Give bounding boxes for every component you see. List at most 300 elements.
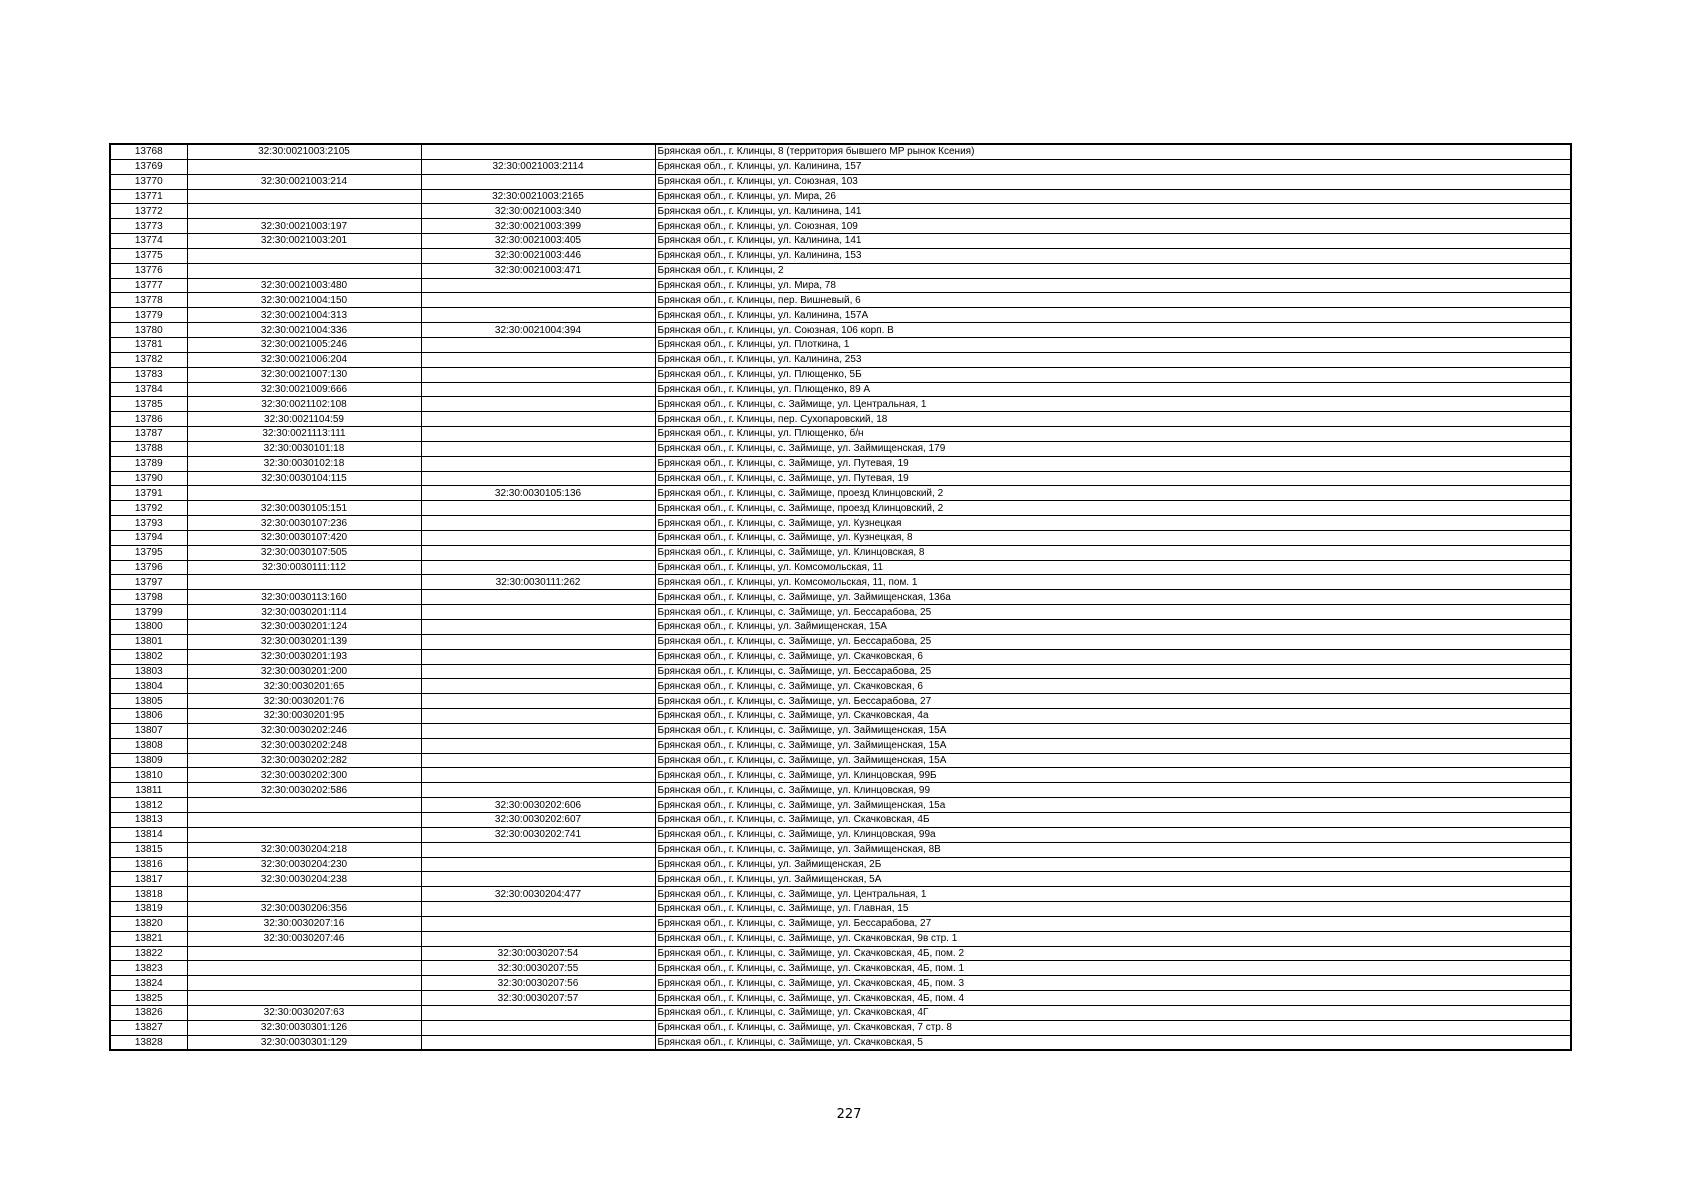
cadastral-number-cell: 32:30:0030201:193	[187, 649, 421, 664]
table-row	[110, 248, 1571, 263]
row-number-cell: 13794	[110, 530, 187, 545]
related-cadastral-number-cell	[421, 545, 655, 560]
table-row	[110, 441, 1571, 456]
page-number: 227	[836, 1107, 862, 1122]
row-number-cell: 13809	[110, 753, 187, 768]
address-cell: Брянская обл., г. Клинцы, ул. Союзная, 109	[655, 219, 1571, 234]
related-cadastral-number-cell: 32:30:0021003:2165	[421, 189, 655, 204]
related-cadastral-number-cell: 32:30:0030105:136	[421, 486, 655, 501]
cadastral-number-cell: 32:30:0021009:666	[187, 382, 421, 397]
address-cell: Брянская обл., г. Клинцы, ул. Калинина, 141	[655, 204, 1571, 219]
related-cadastral-number-cell: 32:30:0030202:741	[421, 827, 655, 842]
row-number-cell: 13808	[110, 738, 187, 753]
cadastral-number-cell: 32:30:0030202:586	[187, 783, 421, 798]
related-cadastral-number-cell: 32:30:0030207:57	[421, 991, 655, 1006]
table-row	[110, 738, 1571, 753]
address-cell: Брянская обл., г. Клинцы, с. Займище, ул. Займищенская, 15а	[655, 798, 1571, 813]
cadastral-number-cell: 32:30:0021003:2105	[187, 144, 421, 159]
row-number-cell: 13771	[110, 189, 187, 204]
row-number-cell: 13798	[110, 590, 187, 605]
address-cell: Брянская обл., г. Клинцы, пер. Вишневый, 6	[655, 293, 1571, 308]
address-cell: Брянская обл., г. Клинцы, с. Займище, ул. Клинцовская, 8	[655, 545, 1571, 560]
cadastral-number-cell: 32:30:0030301:126	[187, 1020, 421, 1035]
related-cadastral-number-cell	[421, 308, 655, 323]
row-number-cell: 13793	[110, 516, 187, 531]
cadastral-number-cell: 32:30:0030104:115	[187, 471, 421, 486]
related-cadastral-number-cell	[421, 427, 655, 442]
cadastral-number-cell: 32:30:0021007:130	[187, 367, 421, 382]
related-cadastral-number-cell	[421, 709, 655, 724]
table-row	[110, 798, 1571, 813]
address-cell: Брянская обл., г. Клинцы, с. Займище, ул. Путевая, 19	[655, 471, 1571, 486]
cadastral-number-cell: 32:30:0030113:160	[187, 590, 421, 605]
address-cell: Брянская обл., г. Клинцы, с. Займище, проезд Клинцовский, 2	[655, 501, 1571, 516]
address-cell: Брянская обл., г. Клинцы, с. Займище, ул. Займищенская, 136а	[655, 590, 1571, 605]
table-row	[110, 931, 1571, 946]
related-cadastral-number-cell: 32:30:0021003:405	[421, 234, 655, 249]
row-number-cell: 13821	[110, 931, 187, 946]
address-cell: Брянская обл., г. Клинцы, ул. Калинина, 141	[655, 234, 1571, 249]
cadastral-number-cell	[187, 946, 421, 961]
address-cell: Брянская обл., г. Клинцы, с. Займище, ул. Бессарабова, 27	[655, 916, 1571, 931]
row-number-cell: 13803	[110, 664, 187, 679]
cadastral-number-cell: 32:30:0030101:18	[187, 441, 421, 456]
related-cadastral-number-cell	[421, 723, 655, 738]
cadastral-number-cell	[187, 575, 421, 590]
row-number-cell: 13786	[110, 412, 187, 427]
related-cadastral-number-cell	[421, 560, 655, 575]
table-row	[110, 189, 1571, 204]
row-number-cell: 13826	[110, 1005, 187, 1020]
row-number-cell: 13775	[110, 248, 187, 263]
row-number-cell: 13785	[110, 397, 187, 412]
table-row	[110, 560, 1571, 575]
related-cadastral-number-cell: 32:30:0030111:262	[421, 575, 655, 590]
cadastral-number-cell: 32:30:0030207:16	[187, 916, 421, 931]
table-row	[110, 709, 1571, 724]
address-cell: Брянская обл., г. Клинцы, с. Займище, ул. Скачковская, 6	[655, 679, 1571, 694]
related-cadastral-number-cell	[421, 293, 655, 308]
address-cell: Брянская обл., г. Клинцы, ул. Плющенко, 89 А	[655, 382, 1571, 397]
table-row	[110, 605, 1571, 620]
table-row	[110, 857, 1571, 872]
address-cell: Брянская обл., г. Клинцы, с. Займище, ул. Скачковская, 9в стр. 1	[655, 931, 1571, 946]
address-cell: Брянская обл., г. Клинцы, с. Займище, ул. Бессарабова, 25	[655, 605, 1571, 620]
cadastral-number-cell: 32:30:0030301:129	[187, 1035, 421, 1050]
address-cell: Брянская обл., г. Клинцы, ул. Займищенская, 15А	[655, 620, 1571, 635]
address-cell: Брянская обл., г. Клинцы, с. Займище, ул. Скачковская, 4Б, пом. 3	[655, 976, 1571, 991]
cadastral-number-cell	[187, 976, 421, 991]
table-row	[110, 723, 1571, 738]
cadastral-number-cell	[187, 248, 421, 263]
row-number-cell: 13818	[110, 887, 187, 902]
row-number-cell: 13814	[110, 827, 187, 842]
related-cadastral-number-cell	[421, 857, 655, 872]
table-row	[110, 293, 1571, 308]
address-cell: Брянская обл., г. Клинцы, с. Займище, ул. Займищенская, 15А	[655, 753, 1571, 768]
row-number-cell: 13791	[110, 486, 187, 501]
row-number-cell: 13787	[110, 427, 187, 442]
address-cell: Брянская обл., г. Клинцы, с. Займище, ул. Клинцовская, 99а	[655, 827, 1571, 842]
cadastral-number-cell	[187, 486, 421, 501]
row-number-cell: 13768	[110, 144, 187, 159]
table-row	[110, 427, 1571, 442]
related-cadastral-number-cell	[421, 516, 655, 531]
cadastral-number-cell: 32:30:0021003:197	[187, 219, 421, 234]
related-cadastral-number-cell	[421, 352, 655, 367]
related-cadastral-number-cell: 32:30:0030207:56	[421, 976, 655, 991]
address-cell: Брянская обл., г. Клинцы, ул. Калинина, 157	[655, 159, 1571, 174]
cadastral-number-cell: 32:30:0030207:63	[187, 1005, 421, 1020]
table-row	[110, 634, 1571, 649]
address-cell: Брянская обл., г. Клинцы, с. Займище, ул. Кузнецкая, 8	[655, 530, 1571, 545]
cadastral-number-cell	[187, 798, 421, 813]
registry-table	[109, 143, 1572, 1051]
address-cell: Брянская обл., г. Клинцы, с. Займище, ул. Скачковская, 4Г	[655, 1005, 1571, 1020]
address-cell: Брянская обл., г. Клинцы, ул. Займищенская, 5А	[655, 872, 1571, 887]
row-number-cell: 13813	[110, 812, 187, 827]
address-cell: Брянская обл., г. Клинцы, ул. Калинина, 157А	[655, 308, 1571, 323]
table-row	[110, 456, 1571, 471]
address-cell: Брянская обл., г. Клинцы, с. Займище, ул. Центральная, 1	[655, 397, 1571, 412]
related-cadastral-number-cell	[421, 649, 655, 664]
cadastral-number-cell	[187, 812, 421, 827]
related-cadastral-number-cell	[421, 471, 655, 486]
cadastral-number-cell: 32:30:0021104:59	[187, 412, 421, 427]
table-row	[110, 545, 1571, 560]
cadastral-number-cell	[187, 263, 421, 278]
related-cadastral-number-cell: 32:30:0030204:477	[421, 887, 655, 902]
address-cell: Брянская обл., г. Клинцы, ул. Плющенко, б/н	[655, 427, 1571, 442]
related-cadastral-number-cell	[421, 1005, 655, 1020]
table-row	[110, 887, 1571, 902]
cadastral-number-cell: 32:30:0030201:200	[187, 664, 421, 679]
address-cell: Брянская обл., г. Клинцы, ул. Плоткина, 1	[655, 337, 1571, 352]
address-cell: Брянская обл., г. Клинцы, с. Займище, ул. Скачковская, 4Б, пом. 1	[655, 961, 1571, 976]
cadastral-number-cell	[187, 204, 421, 219]
cadastral-number-cell: 32:30:0030105:151	[187, 501, 421, 516]
table-row	[110, 397, 1571, 412]
related-cadastral-number-cell	[421, 530, 655, 545]
related-cadastral-number-cell: 32:30:0030207:55	[421, 961, 655, 976]
cadastral-number-cell: 32:30:0030111:112	[187, 560, 421, 575]
row-number-cell: 13816	[110, 857, 187, 872]
table-row	[110, 664, 1571, 679]
cadastral-number-cell: 32:30:0030201:65	[187, 679, 421, 694]
cadastral-number-cell: 32:30:0021004:336	[187, 323, 421, 338]
cadastral-number-cell	[187, 961, 421, 976]
table-row	[110, 1035, 1571, 1050]
table-row	[110, 575, 1571, 590]
cadastral-number-cell: 32:30:0021003:214	[187, 174, 421, 189]
related-cadastral-number-cell	[421, 501, 655, 516]
table-row	[110, 471, 1571, 486]
row-number-cell: 13828	[110, 1035, 187, 1050]
related-cadastral-number-cell	[421, 664, 655, 679]
row-number-cell: 13799	[110, 605, 187, 620]
table-row	[110, 1020, 1571, 1035]
cadastral-number-cell: 32:30:0021005:246	[187, 337, 421, 352]
table-row	[110, 590, 1571, 605]
cadastral-number-cell: 32:30:0030206:356	[187, 902, 421, 917]
related-cadastral-number-cell	[421, 753, 655, 768]
address-cell: Брянская обл., г. Клинцы, ул. Союзная, 106 корп. В	[655, 323, 1571, 338]
address-cell: Брянская обл., г. Клинцы, с. Займище, ул. Займищенская, 15А	[655, 723, 1571, 738]
address-cell: Брянская обл., г. Клинцы, с. Займище, ул. Бессарабова, 25	[655, 664, 1571, 679]
related-cadastral-number-cell	[421, 590, 655, 605]
address-cell: Брянская обл., г. Клинцы, с. Займище, ул. Скачковская, 5	[655, 1035, 1571, 1050]
address-cell: Брянская обл., г. Клинцы, 2	[655, 263, 1571, 278]
table-row	[110, 144, 1571, 159]
cadastral-number-cell: 32:30:0030201:95	[187, 709, 421, 724]
table-row	[110, 367, 1571, 382]
row-number-cell: 13804	[110, 679, 187, 694]
table-row	[110, 234, 1571, 249]
related-cadastral-number-cell	[421, 620, 655, 635]
related-cadastral-number-cell	[421, 144, 655, 159]
address-cell: Брянская обл., г. Клинцы, с. Займище, ул. Займищенская, 8В	[655, 842, 1571, 857]
address-cell: Брянская обл., г. Клинцы, с. Займище, ул. Путевая, 19	[655, 456, 1571, 471]
table-row	[110, 916, 1571, 931]
address-cell: Брянская обл., г. Клинцы, с. Займище, ул. Главная, 15	[655, 902, 1571, 917]
row-number-cell: 13802	[110, 649, 187, 664]
related-cadastral-number-cell	[421, 902, 655, 917]
row-number-cell: 13827	[110, 1020, 187, 1035]
table-row	[110, 783, 1571, 798]
cadastral-number-cell: 32:30:0021004:150	[187, 293, 421, 308]
row-number-cell: 13777	[110, 278, 187, 293]
address-cell: Брянская обл., г. Клинцы, с. Займище, ул. Займищенская, 179	[655, 441, 1571, 456]
row-number-cell: 13810	[110, 768, 187, 783]
row-number-cell: 13781	[110, 337, 187, 352]
related-cadastral-number-cell	[421, 783, 655, 798]
row-number-cell: 13790	[110, 471, 187, 486]
address-cell: Брянская обл., г. Клинцы, ул. Калинина, 253	[655, 352, 1571, 367]
address-cell: Брянская обл., г. Клинцы, 8 (территория бывшего МР рынок Ксения)	[655, 144, 1571, 159]
cadastral-number-cell: 32:30:0021006:204	[187, 352, 421, 367]
cadastral-number-cell: 32:30:0030102:18	[187, 456, 421, 471]
table-row	[110, 753, 1571, 768]
related-cadastral-number-cell: 32:30:0021003:471	[421, 263, 655, 278]
address-cell: Брянская обл., г. Клинцы, с. Займище, ул. Скачковская, 4а	[655, 709, 1571, 724]
table-row	[110, 872, 1571, 887]
table-row	[110, 620, 1571, 635]
row-number-cell: 13819	[110, 902, 187, 917]
table-row	[110, 812, 1571, 827]
related-cadastral-number-cell	[421, 456, 655, 471]
address-cell: Брянская обл., г. Клинцы, пер. Сухопаровский, 18	[655, 412, 1571, 427]
row-number-cell: 13789	[110, 456, 187, 471]
row-number-cell: 13778	[110, 293, 187, 308]
related-cadastral-number-cell	[421, 441, 655, 456]
cadastral-number-cell: 32:30:0030202:300	[187, 768, 421, 783]
related-cadastral-number-cell: 32:30:0030202:607	[421, 812, 655, 827]
related-cadastral-number-cell	[421, 367, 655, 382]
row-number-cell: 13797	[110, 575, 187, 590]
row-number-cell: 13817	[110, 872, 187, 887]
table-row	[110, 961, 1571, 976]
cadastral-number-cell: 32:30:0030107:236	[187, 516, 421, 531]
row-number-cell: 13815	[110, 842, 187, 857]
related-cadastral-number-cell: 32:30:0021003:446	[421, 248, 655, 263]
related-cadastral-number-cell	[421, 605, 655, 620]
row-number-cell: 13823	[110, 961, 187, 976]
related-cadastral-number-cell: 32:30:0021003:399	[421, 219, 655, 234]
cadastral-number-cell: 32:30:0030204:230	[187, 857, 421, 872]
table-row	[110, 486, 1571, 501]
address-cell: Брянская обл., г. Клинцы, с. Займище, ул. Скачковская, 4Б	[655, 812, 1571, 827]
table-row	[110, 263, 1571, 278]
table-row	[110, 516, 1571, 531]
table-row	[110, 530, 1571, 545]
related-cadastral-number-cell	[421, 931, 655, 946]
cadastral-number-cell: 32:30:0030207:46	[187, 931, 421, 946]
table-row	[110, 902, 1571, 917]
table-row	[110, 323, 1571, 338]
row-number-cell: 13801	[110, 634, 187, 649]
related-cadastral-number-cell	[421, 174, 655, 189]
row-number-cell: 13822	[110, 946, 187, 961]
table-row	[110, 991, 1571, 1006]
row-number-cell: 13807	[110, 723, 187, 738]
cadastral-number-cell	[187, 887, 421, 902]
address-cell: Брянская обл., г. Клинцы, ул. Займищенская, 2Б	[655, 857, 1571, 872]
table-row	[110, 412, 1571, 427]
table-row	[110, 842, 1571, 857]
related-cadastral-number-cell	[421, 634, 655, 649]
cadastral-number-cell: 32:30:0030107:420	[187, 530, 421, 545]
address-cell: Брянская обл., г. Клинцы, ул. Мира, 26	[655, 189, 1571, 204]
row-number-cell: 13770	[110, 174, 187, 189]
related-cadastral-number-cell	[421, 679, 655, 694]
row-number-cell: 13772	[110, 204, 187, 219]
row-number-cell: 13782	[110, 352, 187, 367]
cadastral-number-cell: 32:30:0021113:111	[187, 427, 421, 442]
table-row	[110, 337, 1571, 352]
row-number-cell: 13792	[110, 501, 187, 516]
cadastral-number-cell: 32:30:0021003:201	[187, 234, 421, 249]
table-row	[110, 649, 1571, 664]
row-number-cell: 13800	[110, 620, 187, 635]
cadastral-number-cell: 32:30:0030202:246	[187, 723, 421, 738]
related-cadastral-number-cell	[421, 382, 655, 397]
table-row	[110, 219, 1571, 234]
related-cadastral-number-cell	[421, 397, 655, 412]
address-cell: Брянская обл., г. Клинцы, с. Займище, ул. Клинцовская, 99	[655, 783, 1571, 798]
cadastral-number-cell: 32:30:0030107:505	[187, 545, 421, 560]
related-cadastral-number-cell: 32:30:0021003:2114	[421, 159, 655, 174]
cadastral-number-cell: 32:30:0030201:114	[187, 605, 421, 620]
address-cell: Брянская обл., г. Клинцы, с. Займище, ул. Скачковская, 4Б, пом. 2	[655, 946, 1571, 961]
table-row	[110, 946, 1571, 961]
related-cadastral-number-cell	[421, 1020, 655, 1035]
row-number-cell: 13812	[110, 798, 187, 813]
table-row	[110, 308, 1571, 323]
table-row	[110, 159, 1571, 174]
related-cadastral-number-cell	[421, 412, 655, 427]
related-cadastral-number-cell	[421, 842, 655, 857]
table-row	[110, 278, 1571, 293]
address-cell: Брянская обл., г. Клинцы, с. Займище, ул. Бессарабова, 27	[655, 694, 1571, 709]
related-cadastral-number-cell	[421, 337, 655, 352]
address-cell: Брянская обл., г. Клинцы, с. Займище, ул. Займищенская, 15А	[655, 738, 1571, 753]
table-row	[110, 976, 1571, 991]
cadastral-number-cell: 32:30:0030202:282	[187, 753, 421, 768]
cadastral-number-cell: 32:30:0021102:108	[187, 397, 421, 412]
registry-table-body	[110, 144, 1571, 1050]
row-number-cell: 13773	[110, 219, 187, 234]
address-cell: Брянская обл., г. Клинцы, с. Займище, ул. Бессарабова, 25	[655, 634, 1571, 649]
related-cadastral-number-cell	[421, 738, 655, 753]
row-number-cell: 13820	[110, 916, 187, 931]
row-number-cell: 13805	[110, 694, 187, 709]
table-row	[110, 501, 1571, 516]
cadastral-number-cell	[187, 159, 421, 174]
cadastral-number-cell	[187, 991, 421, 1006]
row-number-cell: 13825	[110, 991, 187, 1006]
row-number-cell: 13769	[110, 159, 187, 174]
related-cadastral-number-cell	[421, 1035, 655, 1050]
table-row	[110, 768, 1571, 783]
table-row	[110, 382, 1571, 397]
cadastral-number-cell: 32:30:0030202:248	[187, 738, 421, 753]
table-row	[110, 827, 1571, 842]
related-cadastral-number-cell: 32:30:0021004:394	[421, 323, 655, 338]
related-cadastral-number-cell: 32:30:0021003:340	[421, 204, 655, 219]
address-cell: Брянская обл., г. Клинцы, ул. Калинина, 153	[655, 248, 1571, 263]
row-number-cell: 13788	[110, 441, 187, 456]
address-cell: Брянская обл., г. Клинцы, ул. Комсомольская, 11, пом. 1	[655, 575, 1571, 590]
related-cadastral-number-cell	[421, 694, 655, 709]
table-row	[110, 174, 1571, 189]
cadastral-number-cell: 32:30:0030204:238	[187, 872, 421, 887]
table-row	[110, 1005, 1571, 1020]
cadastral-number-cell	[187, 189, 421, 204]
related-cadastral-number-cell	[421, 872, 655, 887]
cadastral-number-cell: 32:30:0030201:139	[187, 634, 421, 649]
row-number-cell: 13811	[110, 783, 187, 798]
related-cadastral-number-cell: 32:30:0030207:54	[421, 946, 655, 961]
cadastral-number-cell: 32:30:0021003:480	[187, 278, 421, 293]
address-cell: Брянская обл., г. Клинцы, с. Займище, ул. Скачковская, 7 стр. 8	[655, 1020, 1571, 1035]
row-number-cell: 13796	[110, 560, 187, 575]
related-cadastral-number-cell	[421, 768, 655, 783]
row-number-cell: 13774	[110, 234, 187, 249]
address-cell: Брянская обл., г. Клинцы, ул. Союзная, 103	[655, 174, 1571, 189]
table-row	[110, 204, 1571, 219]
row-number-cell: 13783	[110, 367, 187, 382]
address-cell: Брянская обл., г. Клинцы, с. Займище, проезд Клинцовский, 2	[655, 486, 1571, 501]
cadastral-number-cell: 32:30:0030201:124	[187, 620, 421, 635]
row-number-cell: 13779	[110, 308, 187, 323]
row-number-cell: 13824	[110, 976, 187, 991]
row-number-cell: 13780	[110, 323, 187, 338]
table-row	[110, 694, 1571, 709]
address-cell: Брянская обл., г. Клинцы, с. Займище, ул. Скачковская, 6	[655, 649, 1571, 664]
cadastral-number-cell: 32:30:0021004:313	[187, 308, 421, 323]
row-number-cell: 13795	[110, 545, 187, 560]
address-cell: Брянская обл., г. Клинцы, с. Займище, ул. Центральная, 1	[655, 887, 1571, 902]
related-cadastral-number-cell	[421, 916, 655, 931]
row-number-cell: 13806	[110, 709, 187, 724]
address-cell: Брянская обл., г. Клинцы, с. Займище, ул. Скачковская, 4Б, пом. 4	[655, 991, 1571, 1006]
table-row	[110, 679, 1571, 694]
cadastral-number-cell: 32:30:0030204:218	[187, 842, 421, 857]
related-cadastral-number-cell	[421, 278, 655, 293]
row-number-cell: 13776	[110, 263, 187, 278]
address-cell: Брянская обл., г. Клинцы, ул. Плющенко, 5Б	[655, 367, 1571, 382]
address-cell: Брянская обл., г. Клинцы, ул. Мира, 78	[655, 278, 1571, 293]
